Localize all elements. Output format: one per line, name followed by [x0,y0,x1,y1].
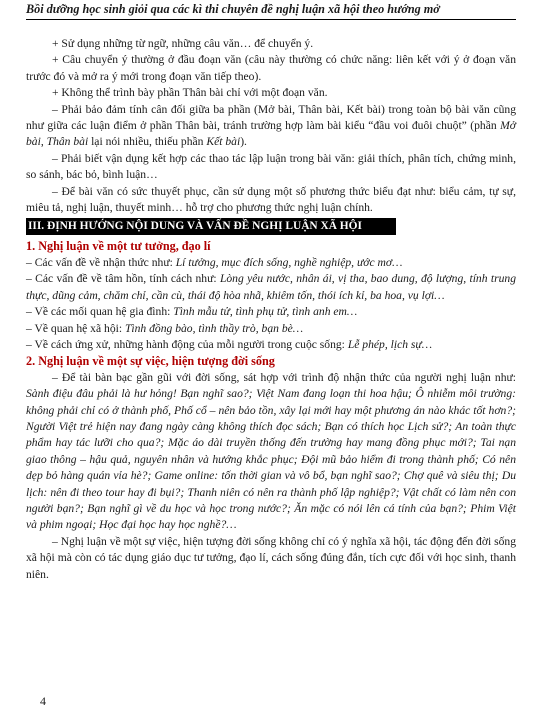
text: – Phải bảo đảm tính cân đối giữa ba phần (Mở bài, Thân bài, Kết bài) trong toàn bộ bài văn cũng như giữa các luận điểm ở phần Thân bài, tránh trường hợp làm bài kiểu “đầu voi đuôi chuột” (phần [26,102,516,133]
term-ket-bai: Kết bài [206,135,241,149]
page-number: 4 [40,694,46,708]
subheading-phenomenon: 2. Nghị luận về một sự việc, hiện tượng đời sống [26,354,275,369]
topic-examples: Sành điệu đâu phải là hư hỏng! Bạn nghĩ sao?; Việt Nam đang loạn thi hoa hậu; Ô nhiễm môi trường: không phải chỉ có ở thành phố, Phố cổ – nên bảo tồn, xây lại mới hay một phương án nào khác tốt hơn?; Người Việt trẻ hiện nay đang ngày càng không thích đọc sách; Bạn có thích học Lịch sử?; An toàn thực phẩm hay tác lưỡi cho qua?; Mặc áo dài truyền thống đến trường hay mang đồng phục mới?; Tai nạn giao thông – hậu quả, nguyên nhân và hướng khắc phục; Đội mũ bảo hiểm đi trong thành phố; Có nên dẹp bỏ hàng quán vỉa hè?; Game online: tốn thời gian và vô bổ, bạn nghĩ sao?; Chợ quê và siêu thị; Du lịch: nên đi theo tour hay đi bụi?; Thanh niên có nên ra thành phố lập nghiệp?; Vật chất có làm nên con người bạn?; Bạn nghĩ gì về du học và học trong nước?; Ăn mặc có nói lên cá tính của bạn?; Phim Việt và phim ngoại; Học đại học hay học nghề?… [26,387,516,532]
bullet-transition-words: + Sử dụng những từ ngữ, những câu văn… để chuyển ý. [52,37,314,50]
term-mo-bai: Mở bài [26,119,516,149]
examples: Lòng yêu nước, nhân ái, vị tha, bao dung, độ lượng, tính trung thực, dũng cảm, chăm chỉ, cần cù, thái độ hòa nhã, khiêm tốn, thói ích kỉ, ba hoa, vụ lợi… [26,272,516,302]
text: – Các vấn đề về nhận thức như: [26,255,176,269]
examples: Tình mẫu tử, tình phụ tử, tình anh em… [173,305,358,319]
text: – Về cách ứng xử, những hành động của mỗi người trong cuộc sống: [26,337,348,351]
list-item-behavior [26,337,516,353]
text: lại nói nhiều, thiếu phần [88,135,207,149]
section-heading: III. ĐỊNH HƯỚNG NỘI DUNG VÀ VẤN ĐỀ NGHỊ LUẬN XÃ HỘI [26,218,396,235]
text: , [40,135,47,149]
term-than-bai: Thân bài [46,135,89,149]
list-item-social [26,321,516,337]
text: ). [240,135,247,149]
paragraph-expression-modes: – Để bài văn có sức thuyết phục, cần sử dụng một số phương thức biểu đạt như: biểu cảm, tự sự, miêu tả, nghị luận, thuyết minh… hỗ trợ cho phương thức nghị luận chính. [26,184,516,215]
examples: Tình đồng bào, tình thầy trò, bạn bè… [124,321,304,335]
text: – Để tài bàn bạc gần gũi với đời sống, sát hợp với trình độ nhận thức của người nghị luận như: [52,370,516,384]
page-body [26,36,516,583]
paragraph-significance: – Nghị luận về một sự việc, hiện tượng đời sống không chỉ có ý nghĩa xã hội, tác động đến đời sống xã hội mà còn có tác dụng giáo dục tư tưởng, đạo lí, cách sống đúng đắn, tích cực đối với học sinh, thanh niên. [26,534,516,581]
examples: Lễ phép, lịch sự… [347,337,433,351]
list-item-family [26,304,516,320]
paragraph-argument-operations: – Phải biết vận dụng kết hợp các thao tác lập luận trong bài văn: giải thích, phân tích, chứng minh, so sánh, bác bỏ, bình luận… [26,151,516,182]
text: – Các vấn đề về tâm hồn, tính cách như: [26,272,220,286]
list-item-awareness [26,255,516,271]
examples: Lí tưởng, mục đích sống, nghề nghiệp, ước mơ… [175,255,403,269]
bullet-body-paragraphs: + Không thể trình bày phần Thân bài chỉ với một đoạn văn. [52,86,328,100]
subheading-ideology: 1. Nghị luận về một tư tưởng, đạo lí [26,239,211,254]
list-item-soul [26,271,516,304]
paragraph-topics [26,370,516,534]
section-heading-wrap [26,218,516,235]
running-header: Bồi dưỡng học sinh giỏi qua các kì thi chuyên đề nghị luận xã hội theo hướng mở [26,2,516,20]
bullet-transition-sentence: + Câu chuyển ý thường ở đầu đoạn văn (câu này thường có chức năng: liên kết với ý ở đoạn văn trước đó và mở ra ý mới trong đoạn văn tiếp theo). [26,53,516,83]
text: – Về quan hệ xã hội: [26,321,125,335]
paragraph-balance [26,102,516,151]
text: – Về các mối quan hệ gia đình: [26,305,174,319]
